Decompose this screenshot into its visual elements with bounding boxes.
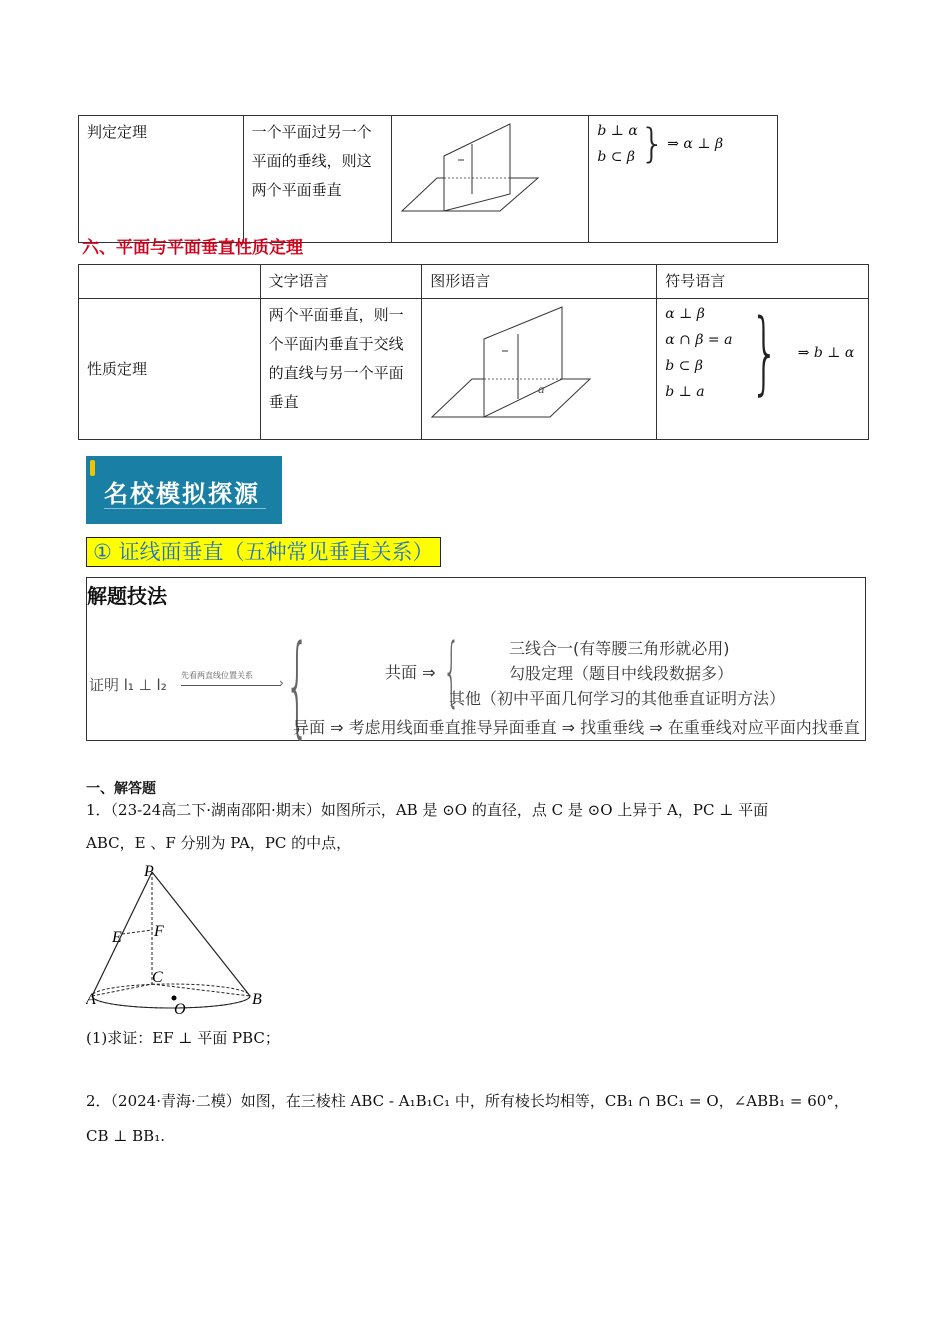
method-skew: 异面 ⇒ 考虑用线面垂直推导异面垂直 ⇒ 找重垂线 ⇒ 在重垂线对应平面内找垂直: [293, 718, 860, 737]
table2-symbol-cell: α ⊥ β α ∩ β = a b ⊂ β b ⊥ a } ⇒ b ⊥ α: [657, 299, 869, 440]
exercises-heading: 一、解答题: [86, 781, 156, 797]
label-a: A: [86, 991, 96, 1008]
arrow-head-icon: ›: [279, 676, 284, 690]
table1-name-cell: 判定定理: [79, 116, 244, 243]
sym-line: b ⊂ β: [597, 149, 635, 165]
perpendicular-planes-figure: [422, 299, 656, 429]
theorem-table-1: [78, 115, 778, 243]
question-2-line-1: 2．（2024·青海·二模）如图，在三棱柱 ABC - A₁B₁C₁ 中，所有棱长均相等，CB₁ ∩ BC₁ = O，∠ABB₁ = 60°，: [86, 1092, 849, 1110]
question-1-line-1: 1．（23-24高二下·湖南邵阳·期末）如图所示，AB 是 ⊙O 的直径，点 C 是 ⊙O 上异于 A，PC ⊥ 平面: [86, 801, 769, 819]
question-1-line-2: ABC，E 、F 分别为 PA，PC 的中点，: [86, 834, 352, 852]
table1-symbol-cell: b ⊥ α b ⊂ β } ⇒ α ⊥ β: [589, 116, 778, 243]
table1-text-cell: 一个平面过另一个平面的垂线，则这两个平面垂直: [243, 116, 392, 243]
sym-result: ⇒ α ⊥ β: [667, 135, 724, 152]
banner-title: 名校模拟探源: [104, 480, 260, 508]
header-cell: 图形语言: [422, 265, 657, 299]
method-item: 其他（初中平面几何学习的其他垂直证明方法）: [449, 689, 786, 708]
sym-line: b ⊂ β: [665, 358, 703, 374]
label-c: C: [152, 969, 163, 986]
method-item: 三线合一(有等腰三角形就必用): [509, 639, 730, 658]
theorem-table-2: [78, 264, 869, 440]
header-cell: 符号语言: [657, 265, 869, 299]
long-arrow: [181, 685, 281, 686]
table1-figure-cell: [392, 116, 589, 243]
section-banner: [86, 456, 282, 524]
table2-figure-cell: [422, 299, 657, 440]
inner-brace-icon: {: [443, 626, 460, 715]
sym-result: ⇒ b ⊥ α: [797, 344, 855, 361]
method-heading: 解题技法: [87, 584, 167, 608]
label-o: O: [174, 1001, 186, 1018]
figure-label-a: a: [538, 381, 545, 396]
question-1-part-1: (1)求证：EF ⊥ 平面 PBC；: [86, 1029, 280, 1047]
table2-name-cell: 性质定理: [79, 299, 261, 440]
outer-brace-icon: {: [285, 621, 310, 749]
cone-figure: [86, 860, 276, 1020]
label-p: P: [144, 863, 154, 880]
topic-title: ① 证线面垂直（五种常见垂直关系）: [86, 537, 441, 567]
label-b: B: [252, 991, 262, 1008]
method-box: [86, 577, 866, 749]
method-item: 勾股定理（题目中线段数据多）: [509, 664, 734, 683]
coplanar-label: 共面 ⇒: [385, 663, 436, 682]
perpendicular-planes-figure: [392, 116, 588, 232]
sym-line: b ⊥ a: [665, 384, 705, 400]
sym-line: α ⊥ β: [665, 306, 705, 322]
label-f: F: [154, 923, 164, 940]
center-point-o: [172, 996, 177, 1001]
section-title: 六、平面与平面垂直性质定理: [82, 238, 303, 258]
question-2-line-2: CB ⊥ BB₁.: [86, 1127, 165, 1145]
sym-line: b ⊥ α: [597, 123, 638, 139]
label-e: E: [112, 929, 122, 946]
table2-text-cell: 两个平面垂直，则一个平面内垂直于交线的直线与另一个平面垂直: [260, 299, 422, 440]
header-cell: [79, 265, 261, 299]
banner-underline: [104, 508, 266, 509]
method-prove: 证明 l₁ ⊥ l₂: [89, 676, 167, 694]
method-arrow-note: 先看两直线位置关系: [181, 671, 253, 680]
header-cell: 文字语言: [260, 265, 422, 299]
banner-accent: [90, 460, 95, 476]
sym-line: α ∩ β = a: [665, 332, 733, 348]
